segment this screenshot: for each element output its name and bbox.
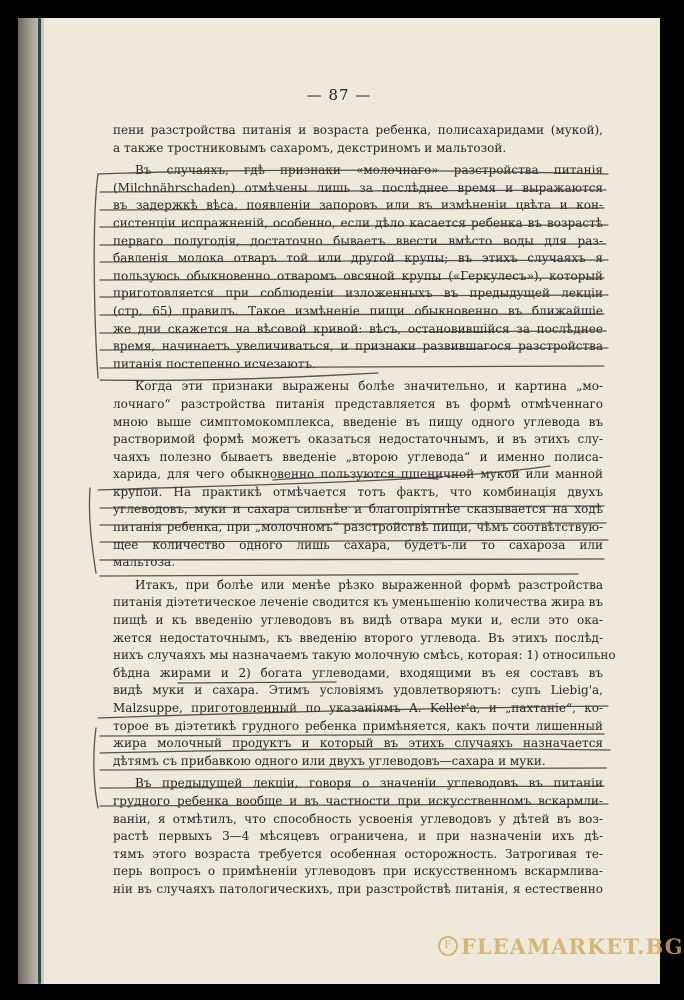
text-line: растворимой формѣ можетъ оказаться недостаточнымъ, и въ этихъ слу- xyxy=(113,432,603,447)
text-line: крупой. На практикѣ отмѣчается тотъ фактъ, что комбинація двухъ xyxy=(113,484,603,499)
text-line: бавленія молока отваръ той или другой крупы; въ этихъ случаяхъ я xyxy=(113,251,603,266)
text-line: въ задержкѣ вѣса, появленіи запоровъ или въ измѣненіи цвѣта и кон- xyxy=(113,198,603,213)
text-line: систенціи испражненій, особенно, если дѣло касается ребенка въ возрастѣ xyxy=(113,215,603,230)
text-line: пользуюсь обыкновенно отваромъ овсяной крупы («Геркулесъ»), который xyxy=(113,268,603,283)
text-line: ваніи, я отмѣтилъ, что способность усвоенія углеводовъ у дѣтей въ воз- xyxy=(113,811,603,826)
text-line: же дни скажется на вѣсовой кривой: вѣсъ, остановившійся за послѣднее xyxy=(113,321,603,336)
text-line: перь вопросъ о примѣненіи углеводовъ при искусственномъ вскармлива- xyxy=(113,864,603,879)
text-line: приготовляется при соблюденіи изложенныхъ въ предыдущей лекціи xyxy=(113,286,603,301)
text-line: дѣтямъ съ прибавкою одного или двухъ углеводовъ—сахара и муки. xyxy=(113,753,546,768)
text-line: растѣ первыхъ 3—4 мѣсяцевъ ограничена, и при назначеніи ихъ дѣ- xyxy=(113,829,603,844)
text-line: торое въ діэтетикѣ грудного ребенка примѣняется, какъ почти лишенный xyxy=(113,718,603,733)
text-line: (Milchnährschaden) отмѣчены лишь за послѣднее время и выражаются xyxy=(113,180,603,195)
text-line: пищѣ и къ введенію углеводовъ въ видѣ отвара муки и, если это ока- xyxy=(113,613,603,628)
text-line: пени разстройства питанія и возраста ребенка, полисахаридами (мукой), xyxy=(113,123,603,137)
text-line: (стр. 65) правилъ. Такое измѣненіе пищи обыкновенно въ ближайшіе xyxy=(113,303,603,318)
text-line: чаяхъ полезно бываетъ введеніе „второю углевода“ и именно полиса- xyxy=(113,449,603,464)
text-line: Въ предыдущей лекціи, говоря о значеніи углеводовъ въ питаніи xyxy=(135,776,603,791)
text-line: жется недостаточнымъ, къ введенію второго углевода. Въ этихъ послѣд- xyxy=(113,630,603,645)
text-line: щее количество одного лишь сахара, будетъ-ли то сахароза или xyxy=(113,537,603,552)
text-line: перваго полугодія, достаточно бываетъ ввести вмѣсто воды для раз- xyxy=(113,233,603,248)
body-text xyxy=(113,122,616,899)
text-line: углеводовъ, муки и сахара сильнѣе и благопріятнѣе сказывается на ходѣ xyxy=(113,502,603,517)
text-line: питанія постепенно исчезаютъ. xyxy=(113,356,316,371)
text-line: питанія діэтетическое леченіе сводится къ уменьшенію количества жира въ xyxy=(113,595,603,610)
text-line: мною выше симптомокомплекса, введеніе въ пищу одного углевода въ xyxy=(113,414,603,429)
book-page xyxy=(18,18,684,984)
text-line: Когда эти признаки выражены болѣе значительно, и картина „мо- xyxy=(135,379,603,394)
text-line: мальтоза. xyxy=(113,555,176,570)
pencil-bracket xyxy=(94,728,98,808)
fleamarket-logo-icon: F xyxy=(438,936,458,956)
watermark: FLEAMARKET.BG xyxy=(461,934,684,959)
pencil-bracket xyxy=(94,174,98,378)
text-line: харида, для чего обыкновенно пользуются пшеничной мукой или манной xyxy=(113,467,603,482)
text-line: ніи въ случаяхъ патологическихъ, при разстройствѣ питанія, я естественно xyxy=(113,881,603,896)
text-line: Итакъ, при болѣе или менѣе рѣзко выраженной формѣ разстройства xyxy=(135,577,603,592)
text-line: бѣдна жирами и 2) богата углеводами, входящими въ ея составъ въ xyxy=(113,665,603,680)
text-line: Въ случаяхъ, гдѣ признаки «молочнаго» разстройства питанія xyxy=(135,163,603,178)
text-line: Malzsuppe, приготовленный по указаніямъ A. Keller'а, и „пахтаніе“, ко- xyxy=(113,701,603,715)
text-line: лочнаго“ разстройства питанія представляется въ формѣ отмѣченнаго xyxy=(113,396,603,411)
pencil-bracket xyxy=(89,488,96,573)
page-number: — 87 — xyxy=(306,86,372,104)
text-line: тямъ этого возраста требуется особенная осторожность. Затрогивая те- xyxy=(113,846,603,861)
binding-thread xyxy=(38,18,41,984)
text-line: видѣ муки и сахара. Этимъ условіямъ удовлетворяютъ: супъ Liebig'а, xyxy=(113,683,603,698)
text-line: время, начинаетъ увеличиваться, и признаки развившагося разстройства xyxy=(113,339,603,354)
text-line: а также тростниковымъ сахаромъ, декстриномъ и мальтозой. xyxy=(113,140,507,155)
text-line: нихъ случаяхъ мы назначаемъ такую молочную смѣсь, которая: 1) относильно xyxy=(113,648,616,663)
text-line: жира молочный продуктъ и который въ этихъ случаяхъ назначается xyxy=(113,736,603,751)
text-line: питанія ребенка, при „молочномъ“ разстройствѣ пищи, чѣмъ соотвѣтствую- xyxy=(113,520,603,535)
text-line: грудного ребенка вообще и въ частности при искусственномъ вскармли- xyxy=(113,793,603,808)
